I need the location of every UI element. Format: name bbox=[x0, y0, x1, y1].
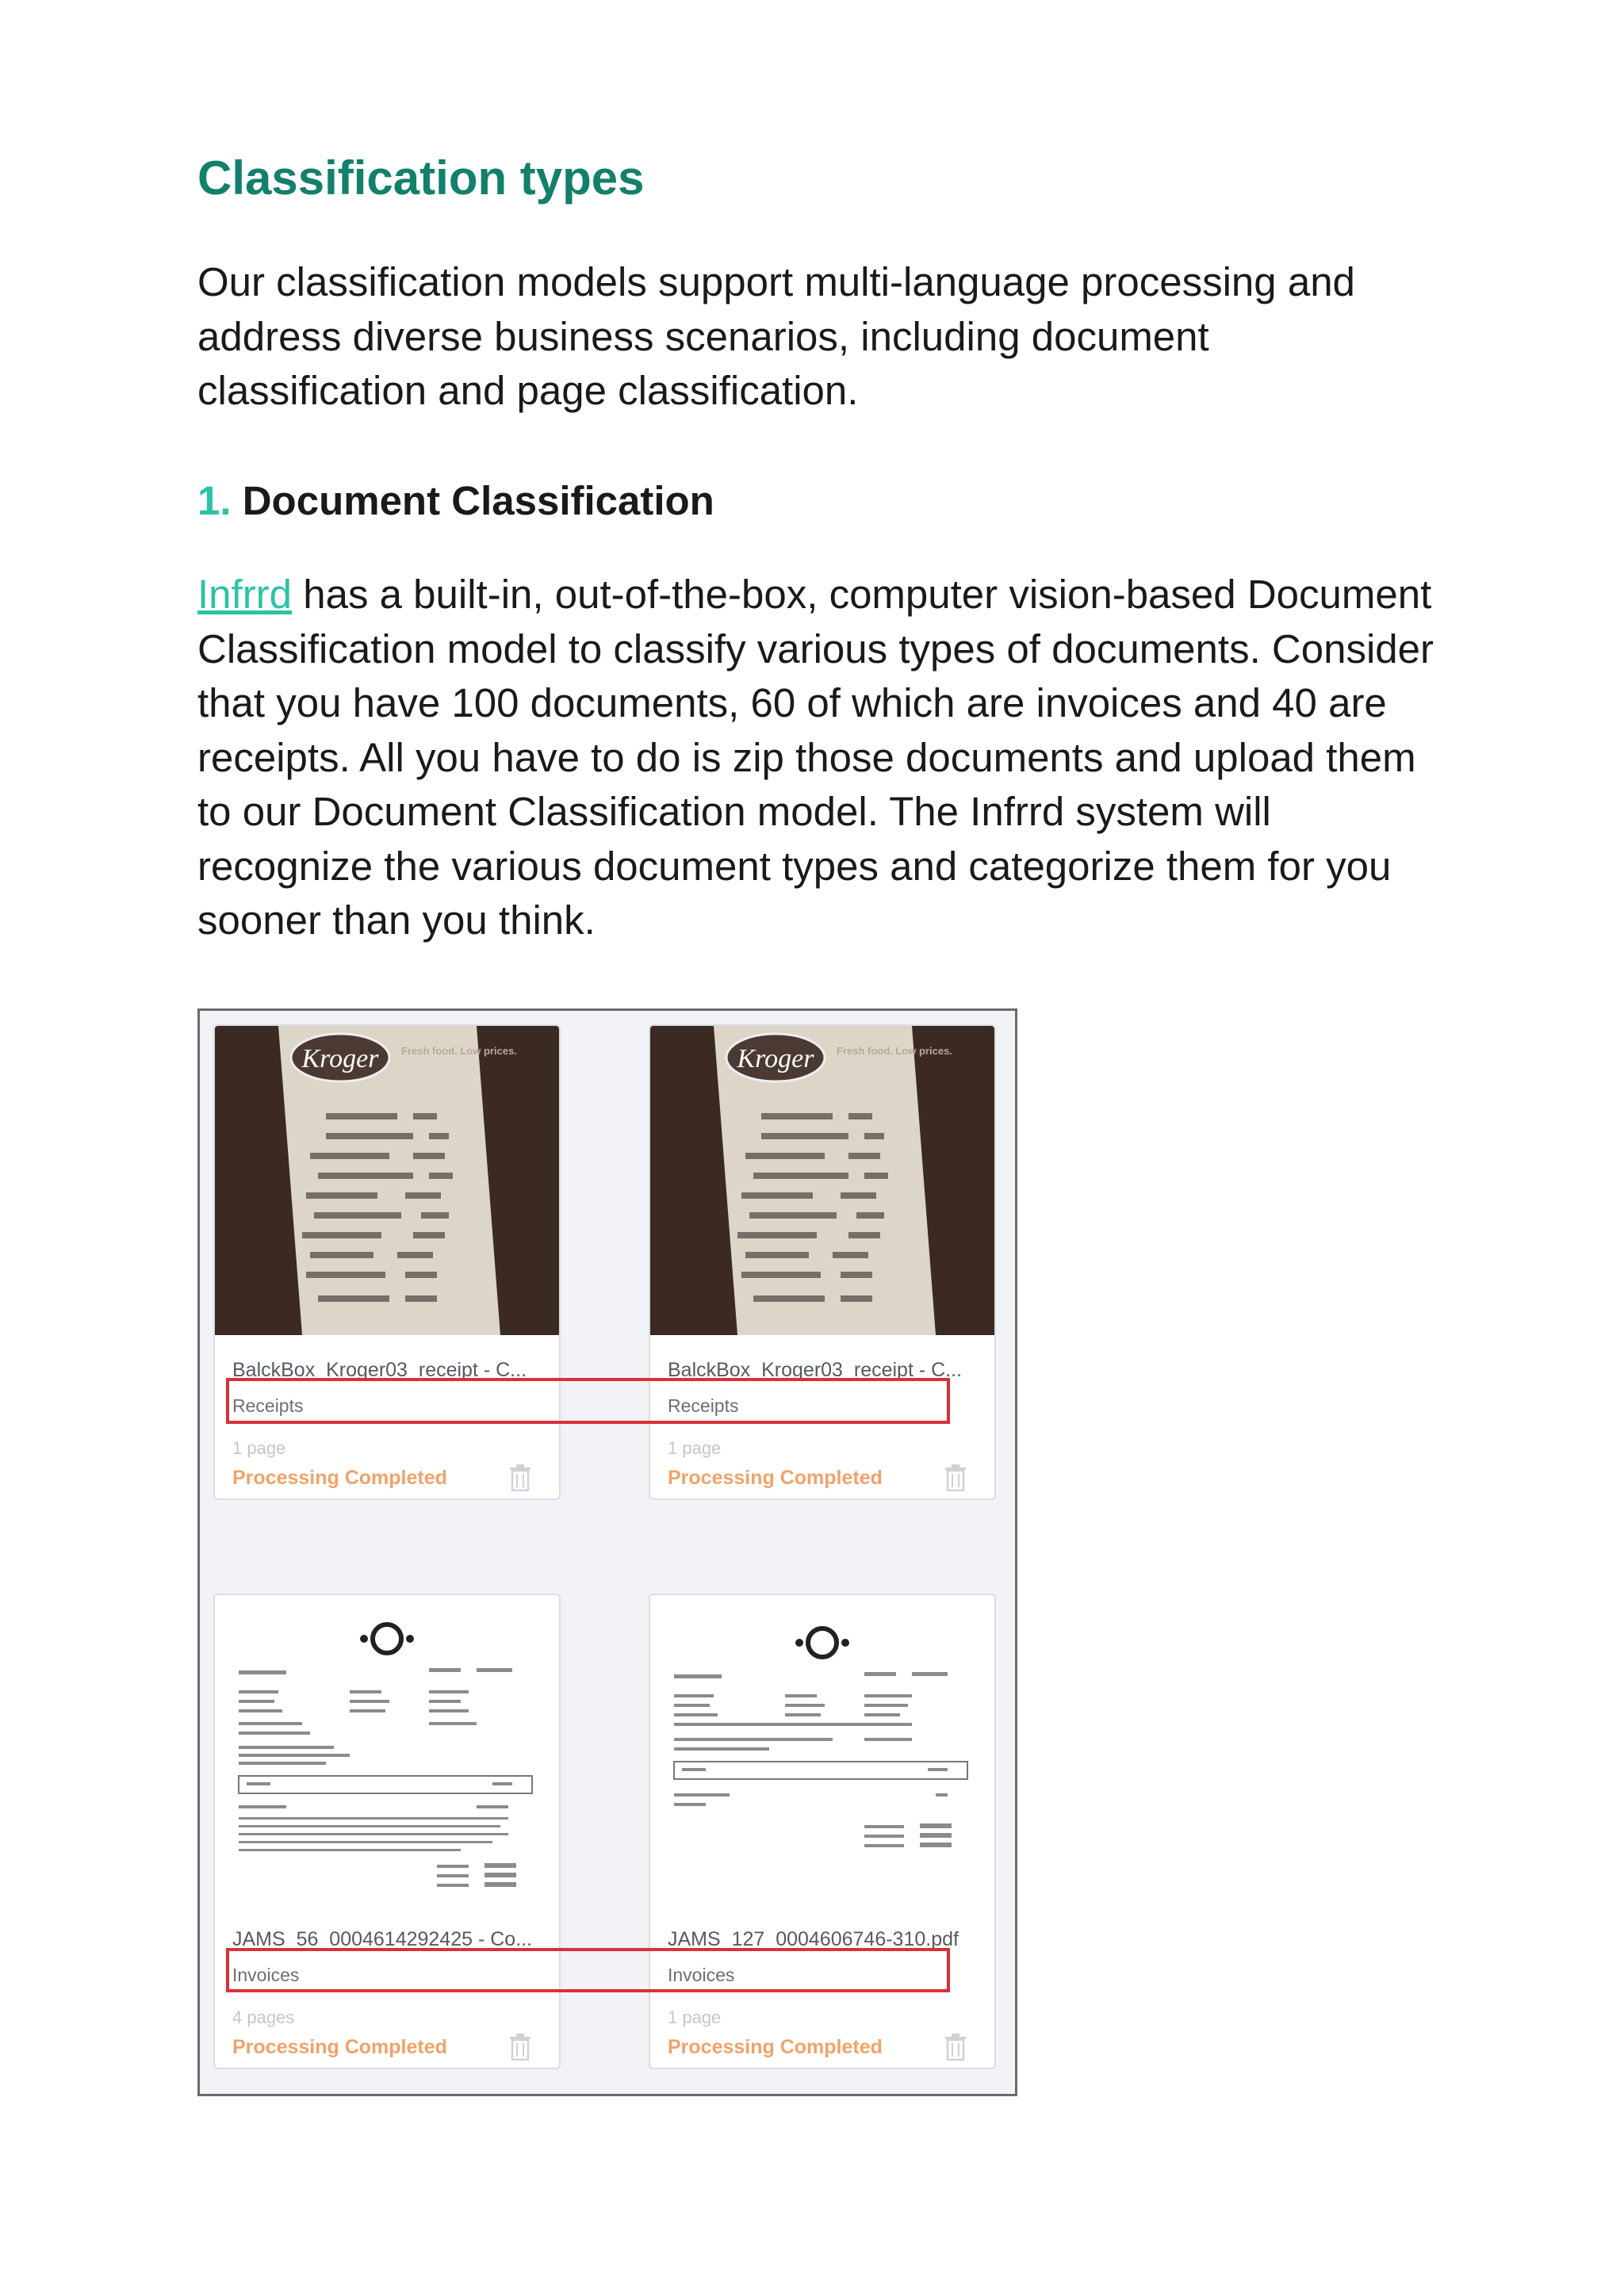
page-title: Classification types bbox=[197, 151, 645, 205]
invoice-thumbnail bbox=[650, 1595, 994, 1904]
document-card[interactable] bbox=[213, 1594, 561, 2069]
document-card[interactable] bbox=[649, 1024, 996, 1500]
page-count: 1 page bbox=[232, 1438, 286, 1458]
status-text: Processing Completed bbox=[232, 2036, 447, 2058]
trash-icon[interactable] bbox=[944, 2034, 967, 2061]
page-count: 1 page bbox=[668, 2007, 722, 2027]
document-card[interactable] bbox=[213, 1024, 561, 1500]
receipt-thumbnail bbox=[215, 1026, 559, 1335]
file-name: BalckBox_Kroger03_receipt - C... bbox=[668, 1359, 963, 1381]
trash-icon[interactable] bbox=[508, 1464, 532, 1491]
invoice-thumbnail bbox=[215, 1595, 559, 1904]
section-paragraph bbox=[197, 568, 1434, 948]
receipt-tagline: Fresh food. Low prices. bbox=[837, 1045, 952, 1057]
receipt-logo: Kroger bbox=[301, 1044, 379, 1073]
section-number: 1. bbox=[197, 478, 232, 523]
status-text: Processing Completed bbox=[232, 1467, 447, 1489]
document-card[interactable] bbox=[649, 1594, 996, 2069]
invoices-highlight-box bbox=[226, 1948, 950, 1992]
status-text: Processing Completed bbox=[668, 2036, 883, 2058]
document-type: Invoices bbox=[668, 1965, 735, 1985]
receipt-thumbnail bbox=[650, 1026, 994, 1335]
section-title: Document Classification bbox=[242, 478, 714, 523]
document-type: Receipts bbox=[232, 1395, 304, 1416]
infrrd-link[interactable]: Infrrd bbox=[197, 572, 293, 617]
trash-icon[interactable] bbox=[508, 2034, 532, 2061]
page-count: 4 pages bbox=[232, 2007, 295, 2027]
file-name: JAMS_127_0004606746-310.pdf bbox=[668, 1928, 959, 1950]
document-type: Invoices bbox=[232, 1965, 300, 1985]
page-count: 1 page bbox=[668, 1438, 722, 1458]
file-name: BalckBox_Kroger03_receipt - C... bbox=[232, 1359, 527, 1381]
document-type: Receipts bbox=[668, 1395, 739, 1416]
status-text: Processing Completed bbox=[668, 1467, 883, 1489]
intro-paragraph: Our classification models support multi-language processing and address diverse business scenarios, including document classification and page classification. bbox=[197, 259, 1355, 413]
file-name: JAMS_56_0004614292425 - Co... bbox=[232, 1928, 533, 1950]
trash-icon[interactable] bbox=[944, 1464, 967, 1491]
section-body: has a built-in, out-of-the-box, computer vision-based Document Classification model to classify various types of documents. Consider that you have 100 documents, 60 of which are invoices and 40 are receipts. All you have to do is zip those documents and upload them to our Document Classification model. The Infrrd system will recognize the various document types and categorize them for you sooner than you think. bbox=[197, 572, 1434, 943]
classification-screenshot bbox=[197, 1008, 1017, 2096]
receipt-tagline: Fresh food. Low prices. bbox=[401, 1045, 517, 1057]
section-heading bbox=[197, 477, 714, 524]
receipts-highlight-box bbox=[226, 1378, 950, 1424]
receipt-logo: Kroger bbox=[737, 1044, 814, 1073]
